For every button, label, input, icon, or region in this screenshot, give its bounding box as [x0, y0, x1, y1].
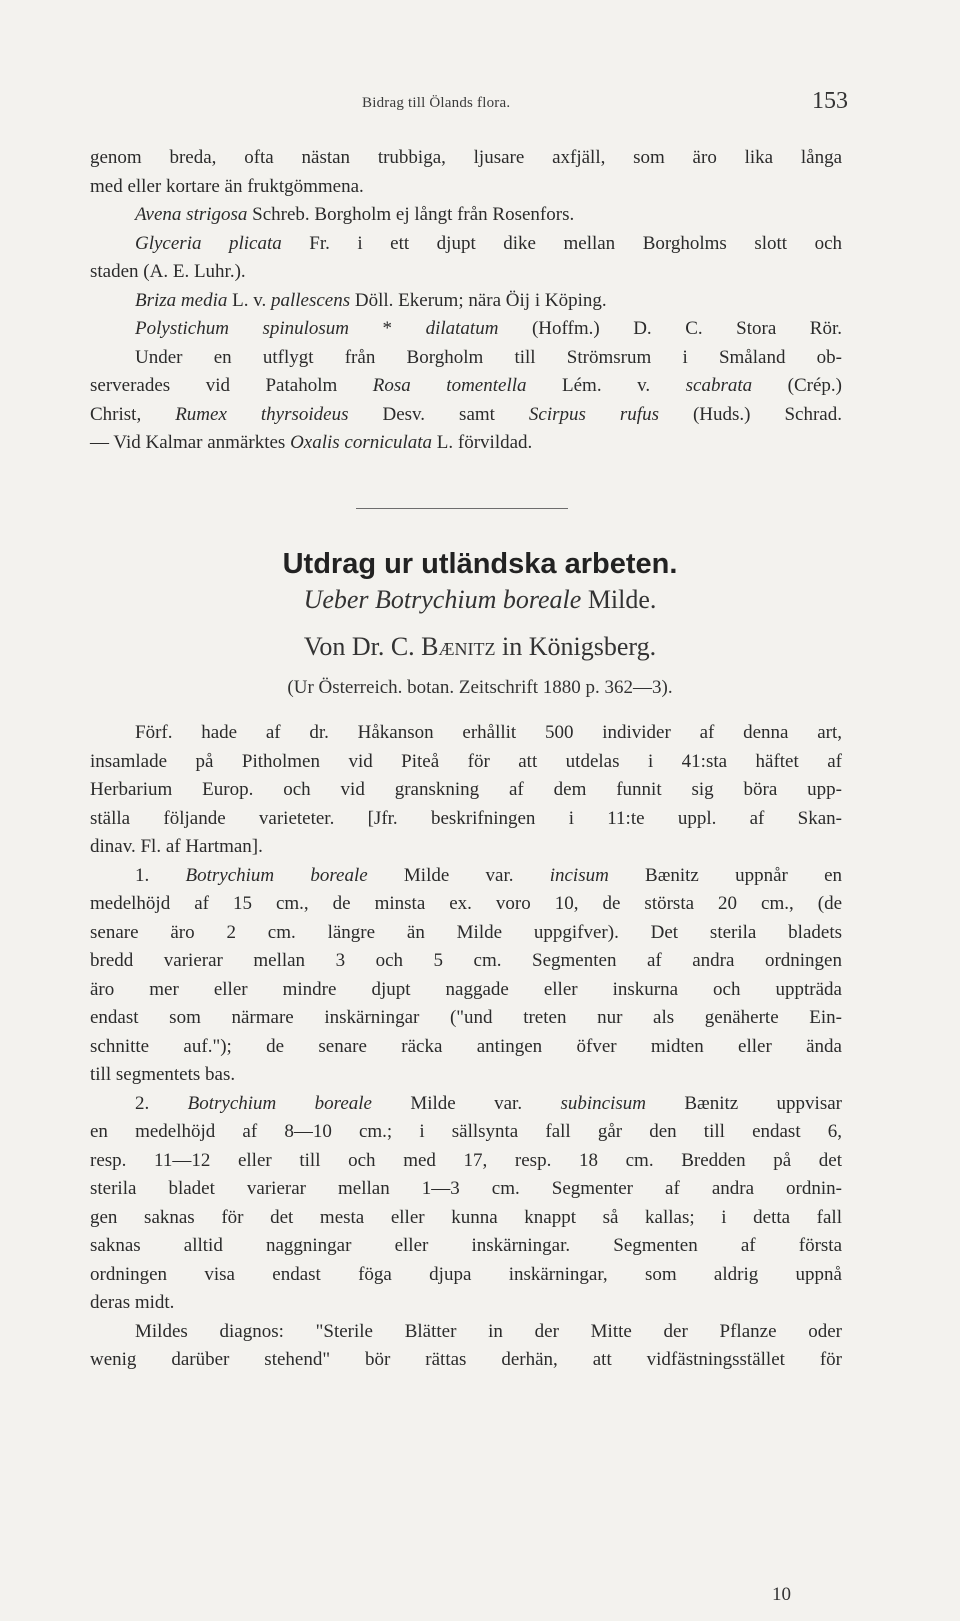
- species-name: Rumex thyrsoideus: [175, 403, 349, 425]
- entry-text: Fr. i ett djupt dike mellan Borgholms slott och: [281, 232, 843, 254]
- section-heading: Utdrag ur utländska arbeten.: [282, 548, 678, 580]
- text-line: [90, 429, 842, 458]
- text-line: saknas alltid naggningar eller inskärningar. Segmenten af första: [90, 1235, 842, 1256]
- text-line: genom breda, ofta nästan trubbiga, ljusare axfjäll, som äro lika långa: [90, 147, 842, 168]
- species-name: Scirpus rufus: [528, 403, 659, 425]
- text-run: Lém. v.: [526, 375, 686, 396]
- article-source: (Ur Österreich. botan. Zeitschrift 1880 p. 362—3).: [287, 677, 673, 698]
- text-run: (Huds.) Schrad.: [658, 403, 842, 425]
- text-line: med eller kortare än fruktgömmena.: [90, 175, 364, 197]
- text-run: serverades vid Pataholm: [90, 375, 373, 396]
- text-line: sterila bladet varierar mellan 1—3 cm. Segmenter af andra ordnin-: [90, 1178, 842, 1199]
- text-run: Desv. samt: [348, 403, 529, 425]
- entry-text: Schreb. Borgholm ej långt från Rosenfors.: [247, 204, 575, 225]
- text-line: staden (A. E. Luhr.).: [90, 261, 246, 282]
- text-line: [90, 401, 842, 430]
- article-author: [0, 632, 960, 662]
- variety-name: pallescens: [270, 289, 351, 311]
- text-line: dinav. Fl. af Hartman].: [90, 836, 263, 857]
- text-line: insamlade på Pitholmen vid Piteå för att utdelas i 41:sta häftet af: [90, 750, 842, 772]
- article-title: [0, 585, 960, 615]
- text-line: [90, 372, 842, 401]
- species-entry: [90, 287, 842, 316]
- text-line: resp. 11—12 eller till och med 17, resp. 18 cm. Bredden på det: [90, 1149, 842, 1171]
- species-entry: [90, 201, 842, 230]
- species-name: Botrychium boreale: [185, 864, 368, 886]
- variety-entry: [90, 862, 842, 891]
- species-name: Oxalis corniculata: [290, 432, 433, 453]
- text-run: Milde var.: [371, 1092, 561, 1114]
- text-line: deras midt.: [90, 1292, 175, 1313]
- entry-text: *: [349, 318, 426, 339]
- text-line: gen saknas för det mesta eller kunna knappt så kallas; i detta fall: [90, 1206, 842, 1228]
- page-number: 153: [812, 88, 848, 114]
- author-name: Bænitz: [421, 632, 496, 661]
- text-line: till segmentets bas.: [90, 1064, 236, 1085]
- top-text-block: [90, 144, 842, 458]
- text-line: Under en utflygt från Borgholm till Strömsrum i Småland ob-: [135, 346, 842, 368]
- variety-name: incisum: [549, 864, 609, 886]
- species-name: Polystichum spinulosum: [135, 318, 350, 339]
- text-line: ordningen visa endast föga djupa inskärningar, som aldrig uppnå: [90, 1263, 842, 1285]
- article-title-rest: Milde.: [581, 585, 657, 614]
- species-name: Avena strigosa: [135, 204, 248, 225]
- species-entry: [90, 230, 842, 259]
- author-prefix: Von Dr. C.: [303, 632, 422, 661]
- signature-mark: 10: [772, 1584, 791, 1605]
- article-title-italic: Ueber Botrychium boreale: [303, 585, 582, 614]
- variety-entry: [90, 1090, 842, 1119]
- entry-text: (Hoffm.) D. C. Stora Rör.: [498, 318, 843, 339]
- bottom-text-block: [90, 719, 842, 1375]
- text-line: Mildes diagnos: "Sterile Blätter in der Mitte der Pflanze oder: [135, 1320, 842, 1342]
- species-name: Briza media: [135, 289, 228, 311]
- text-line: en medelhöjd af 8—10 cm.; i sällsynta fall går den till endast 6,: [90, 1121, 842, 1142]
- text-run: (Crép.): [752, 375, 842, 396]
- text-run: L. förvildad.: [432, 432, 533, 453]
- text-run: Milde var.: [367, 864, 550, 886]
- species-name: Glyceria plicata: [135, 232, 282, 254]
- text-line: äro mer eller mindre djupt naggade eller inskurna och uppträda: [90, 978, 842, 1000]
- section-divider: [356, 508, 568, 509]
- text-run: Bænitz uppvisar: [645, 1092, 842, 1114]
- text-line: senare äro 2 cm. längre än Milde uppgifver). Det sterila bladets: [90, 921, 842, 943]
- text-run: 2.: [135, 1092, 188, 1114]
- text-run: 1.: [135, 864, 186, 886]
- author-suffix: in Königsberg.: [495, 632, 657, 661]
- variety-name: subincisum: [560, 1092, 646, 1114]
- text-run: Bænitz uppnår en: [608, 864, 843, 886]
- text-line: Förf. hade af dr. Håkanson erhållit 500 individer af denna art,: [135, 722, 842, 743]
- text-line: schnitte auf."); de senare räcka antingen öfver midten eller ända: [90, 1035, 842, 1057]
- running-title: Bidrag till Ölands flora.: [362, 95, 511, 111]
- text-line: endast som närmare inskärningar ("und treten nur als genäherte Ein-: [90, 1007, 842, 1028]
- text-run: — Vid Kalmar anmärktes: [90, 432, 291, 453]
- entry-text: Döll. Ekerum; nära Öij i Köping.: [350, 289, 607, 311]
- text-line: medelhöjd af 15 cm., de minsta ex. voro 10, de största 20 cm., (de: [90, 893, 842, 914]
- text-line: wenig darüber stehend" bör rättas derhän, att vidfästningsstället för: [90, 1349, 842, 1370]
- text-line: ställa följande varieteter. [Jfr. beskrifningen i 11:te uppl. af Skan-: [90, 807, 842, 829]
- variety-name: scabrata: [685, 375, 753, 396]
- species-entry: [90, 315, 842, 344]
- species-name: Rosa tomentella: [372, 375, 527, 396]
- variety-name: dilatatum: [425, 318, 499, 339]
- text-line: bredd varierar mellan 3 och 5 cm. Segmenten af andra ordningen: [90, 950, 842, 971]
- species-name: Botrychium boreale: [187, 1092, 372, 1114]
- text-line: Herbarium Europ. och vid granskning af dem funnit sig böra upp-: [90, 779, 842, 800]
- entry-text: L. v.: [227, 289, 271, 311]
- text-run: Christ,: [90, 403, 176, 425]
